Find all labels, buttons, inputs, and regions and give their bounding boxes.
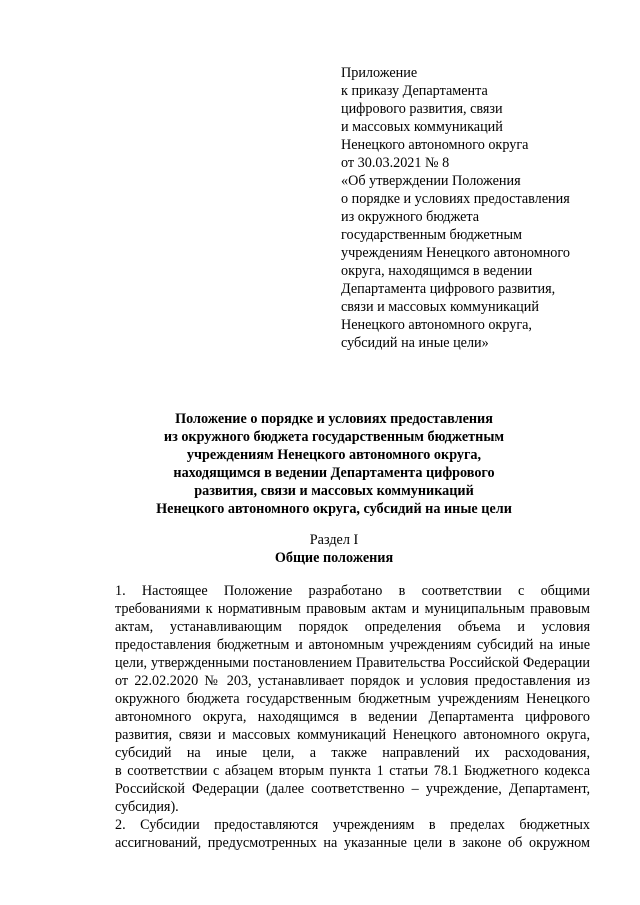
appendix-line: Приложение: [341, 65, 418, 81]
title-line: Ненецкого автономного округа, субсидий на иные цели: [156, 501, 512, 517]
paragraph-line: предоставления бюджетным и автономным учреждениям субсидий на иные: [115, 637, 590, 653]
appendix-line: субсидий на иные цели»: [341, 335, 489, 351]
title-line: находящимся в ведении Департамента цифрового: [173, 465, 495, 481]
appendix-line: из окружного бюджета: [341, 209, 480, 225]
section-number: Раздел I: [309, 532, 359, 548]
paragraph-line: Российской Федерации (далее соответственно – учреждение, Департамент,: [115, 781, 590, 797]
appendix-line: Ненецкого автономного округа,: [341, 317, 532, 333]
appendix-line: учреждениям Ненецкого автономного: [341, 245, 570, 261]
paragraph-line: субсидия).: [115, 799, 179, 815]
paragraph-line: от 22.02.2020 № 203, устанавливает порядок и условия предоставления из: [115, 673, 590, 689]
paragraph-line: актам, устанавливающим порядок определения объема и условия: [115, 619, 590, 635]
appendix-line: связи и массовых коммуникаций: [341, 299, 539, 315]
document-body: [86, 582, 590, 852]
appendix-line: Ненецкого автономного округа: [341, 137, 529, 153]
paragraph-line: субсидий на иные цели, а также направлений их расходования,: [115, 745, 590, 761]
title-line: развития, связи и массовых коммуникаций: [194, 483, 474, 499]
appendix-line: о порядке и условиях предоставления: [341, 191, 570, 207]
paragraph-line: окружного бюджета государственным бюджетным учреждениям Ненецкого: [115, 691, 590, 707]
appendix-line: цифрового развития, связи: [341, 101, 503, 117]
paragraph-line: автономного округа, находящимся в ведении Департамента цифрового: [115, 709, 590, 725]
paragraph-line: 1. Настоящее Положение разработано в соответствии с общими: [115, 583, 590, 599]
section-heading: Общие положения: [274, 550, 394, 566]
paragraph-line: развития, связи и массовых коммуникаций Ненецкого автономного округа,: [115, 727, 590, 743]
paragraph-line: 2. Субсидии предоставляются учреждениям в пределах бюджетных: [115, 817, 590, 833]
paragraph-line: в соответствии с абзацем вторым пункта 1 статьи 78.1 Бюджетного кодекса: [115, 763, 590, 779]
title-line: Положение о порядке и условиях предоставления: [175, 411, 493, 427]
section-header: [60, 531, 608, 567]
appendix-line: от 30.03.2021 № 8: [341, 155, 450, 171]
appendix-line: «Об утверждении Положения: [341, 173, 521, 189]
paragraph-line: цели, утвержденными постановлением Правительства Российской Федерации: [115, 655, 590, 671]
document-title: [60, 410, 608, 518]
appendix-line: округа, находящимся в ведении: [341, 263, 533, 279]
appendix-line: Департамента цифрового развития,: [341, 281, 556, 297]
title-line: из окружного бюджета государственным бюджетным: [163, 429, 505, 445]
paragraph-line: требованиями к нормативным правовым актам и муниципальным правовым: [115, 601, 590, 617]
appendix-line: и массовых коммуникаций: [341, 119, 503, 135]
appendix-line: к приказу Департамента: [341, 83, 488, 99]
paragraph-1: [86, 582, 590, 816]
appendix-header: [341, 64, 601, 352]
paragraph-line: ассигнований, предусмотренных на указанные цели в законе об окружном: [115, 835, 590, 851]
title-line: учреждениям Ненецкого автономного округа,: [186, 447, 482, 463]
appendix-line: государственным бюджетным: [341, 227, 523, 243]
paragraph-2: [86, 816, 590, 852]
